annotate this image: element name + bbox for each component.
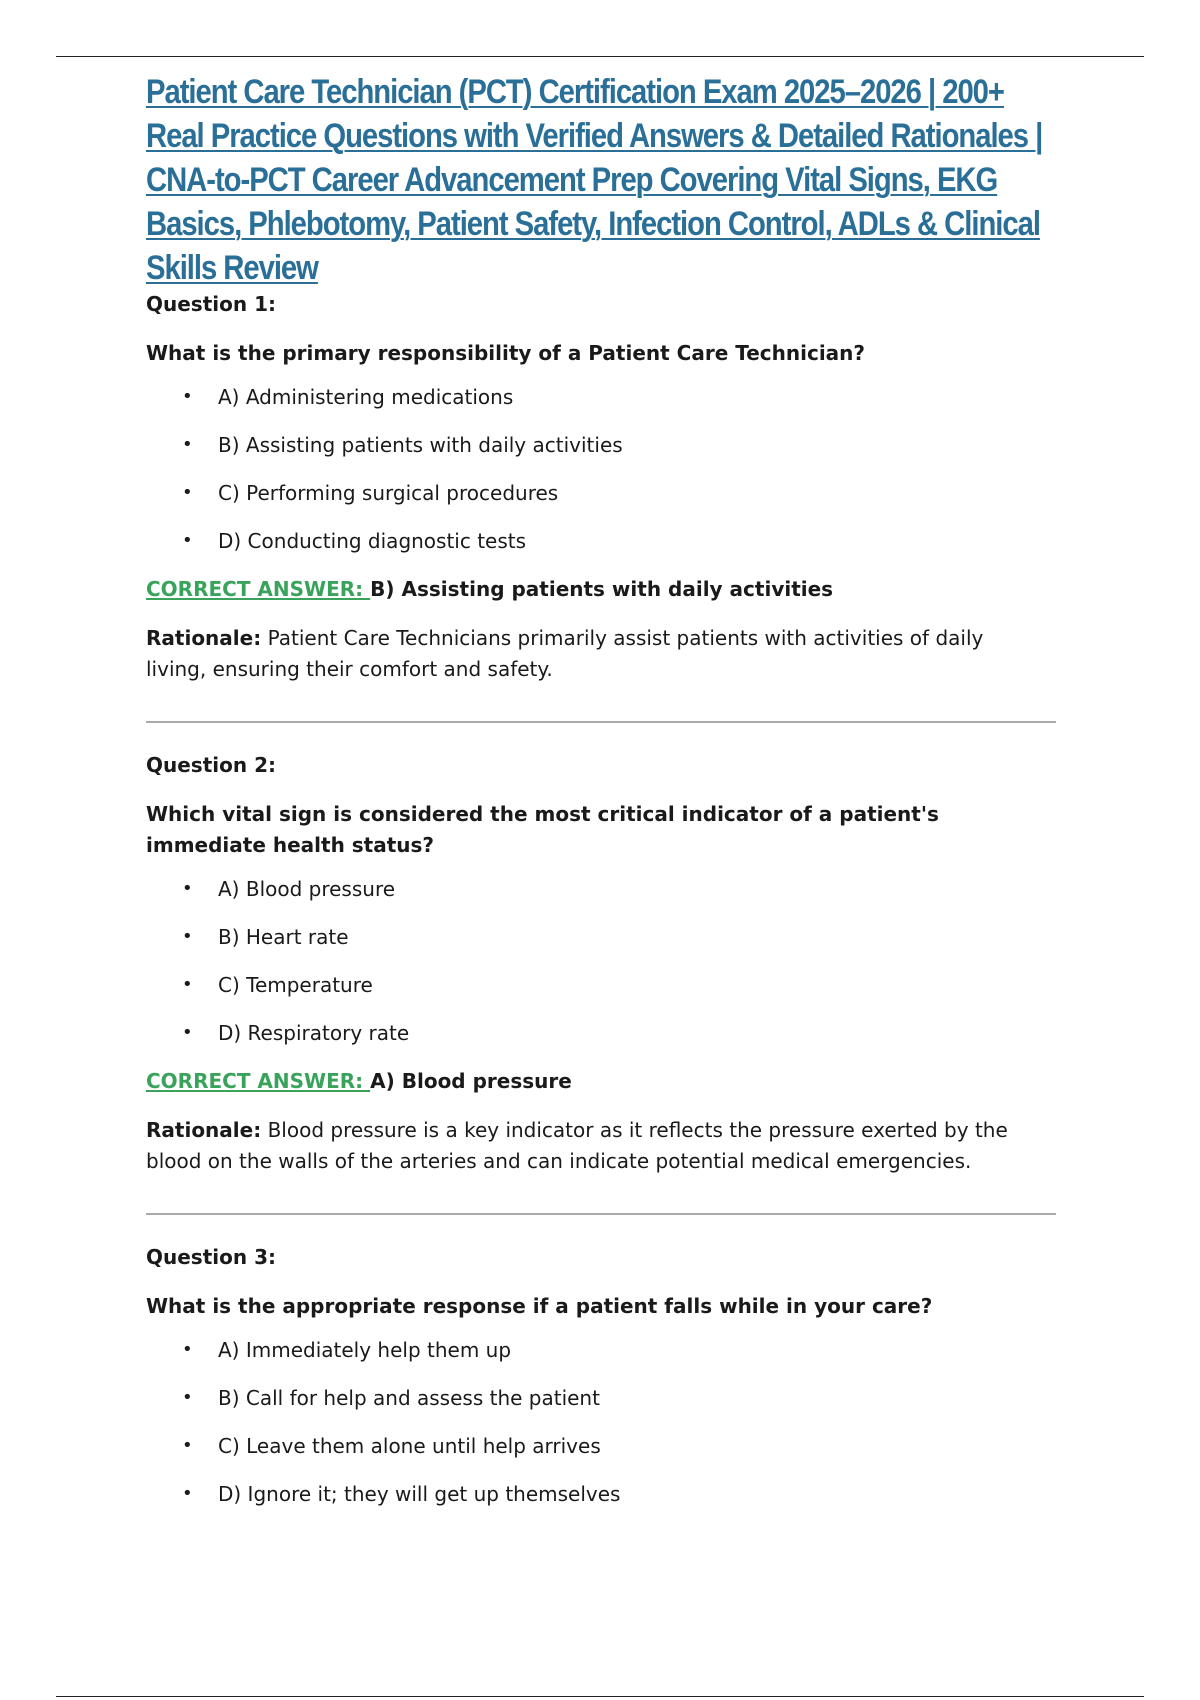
bullet-icon: •	[182, 926, 193, 947]
correct-answer-value: B) Assisting patients with daily activities	[370, 577, 834, 601]
bullet-icon: •	[182, 1387, 193, 1408]
option-text: C) Performing surgical procedures	[218, 481, 559, 505]
question-separator	[146, 721, 1056, 723]
question-1	[146, 290, 1058, 685]
option-text: C) Leave them alone until help arrives	[218, 1434, 601, 1458]
option-a	[146, 383, 1058, 411]
question-text: What is the primary responsibility of a Patient Care Technician?	[146, 341, 866, 365]
bullet-icon: •	[182, 434, 193, 455]
option-text: D) Conducting diagnostic tests	[218, 529, 527, 553]
rationale-text: Patient Care Technicians primarily assist patients with activities of daily living, ensuring their comfort and safety.	[146, 626, 984, 681]
page-bottom-rule	[56, 1696, 1144, 1697]
correct-answer	[146, 575, 1058, 603]
option-d	[146, 1019, 1058, 1047]
page-top-rule	[56, 56, 1144, 57]
option-text: A) Administering medications	[218, 385, 514, 409]
option-a	[146, 875, 1058, 903]
option-text: A) Immediately help them up	[218, 1338, 512, 1362]
question-label: Question 2:	[146, 753, 276, 777]
bullet-icon: •	[182, 482, 193, 503]
option-a	[146, 1336, 1058, 1364]
rationale	[146, 1115, 1046, 1177]
option-text: D) Ignore it; they will get up themselves	[218, 1482, 621, 1506]
rationale-label: Rationale:	[146, 626, 262, 650]
bullet-icon: •	[182, 386, 193, 407]
bullet-icon: •	[182, 1339, 193, 1360]
option-d	[146, 1480, 1058, 1508]
bullet-icon: •	[182, 878, 193, 899]
option-text: B) Assisting patients with daily activities	[218, 433, 623, 457]
document-title-link[interactable]: Patient Care Technician (PCT) Certification Exam 2025–2026 | 200+ Real Practice Questions with Verified Answers & Detailed Rationales | CNA-to-PCT Career Advancement Prep Covering Vital Signs, EKG Basics, Phlebotomy, Patient Safety, Infection Control, ADLs & Clinical Skills Review	[146, 73, 1043, 287]
bullet-icon: •	[182, 1022, 193, 1043]
question-3	[146, 1243, 1058, 1508]
question-separator	[146, 1213, 1056, 1215]
question-text: Which vital sign is considered the most critical indicator of a patient's immediate health status?	[146, 802, 939, 857]
rationale-label: Rationale:	[146, 1118, 262, 1142]
option-b	[146, 1384, 1058, 1412]
option-b	[146, 923, 1058, 951]
correct-answer-label: CORRECT ANSWER:	[146, 577, 371, 601]
correct-answer-value: A) Blood pressure	[370, 1069, 572, 1093]
bullet-icon: •	[182, 1483, 193, 1504]
option-text: B) Heart rate	[218, 925, 349, 949]
document-body	[146, 70, 1058, 1528]
bullet-icon: •	[182, 1435, 193, 1456]
question-text: What is the appropriate response if a patient falls while in your care?	[146, 1294, 933, 1318]
answer-options	[146, 383, 1058, 555]
answer-options	[146, 875, 1058, 1047]
bullet-icon: •	[182, 974, 193, 995]
rationale-text: Blood pressure is a key indicator as it reflects the pressure exerted by the blood on the walls of the arteries and can indicate potential medical emergencies.	[146, 1118, 1008, 1173]
correct-answer	[146, 1067, 1058, 1095]
answer-options	[146, 1336, 1058, 1508]
option-c	[146, 1432, 1058, 1460]
option-text: D) Respiratory rate	[218, 1021, 410, 1045]
option-text: B) Call for help and assess the patient	[218, 1386, 600, 1410]
option-text: C) Temperature	[218, 973, 373, 997]
rationale	[146, 623, 1046, 685]
question-label: Question 1:	[146, 292, 276, 316]
bullet-icon: •	[182, 530, 193, 551]
question-label: Question 3:	[146, 1245, 276, 1269]
option-b	[146, 431, 1058, 459]
correct-answer-label: CORRECT ANSWER:	[146, 1069, 371, 1093]
option-text: A) Blood pressure	[218, 877, 396, 901]
option-c	[146, 971, 1058, 999]
option-c	[146, 479, 1058, 507]
question-2	[146, 751, 1058, 1177]
option-d	[146, 527, 1058, 555]
